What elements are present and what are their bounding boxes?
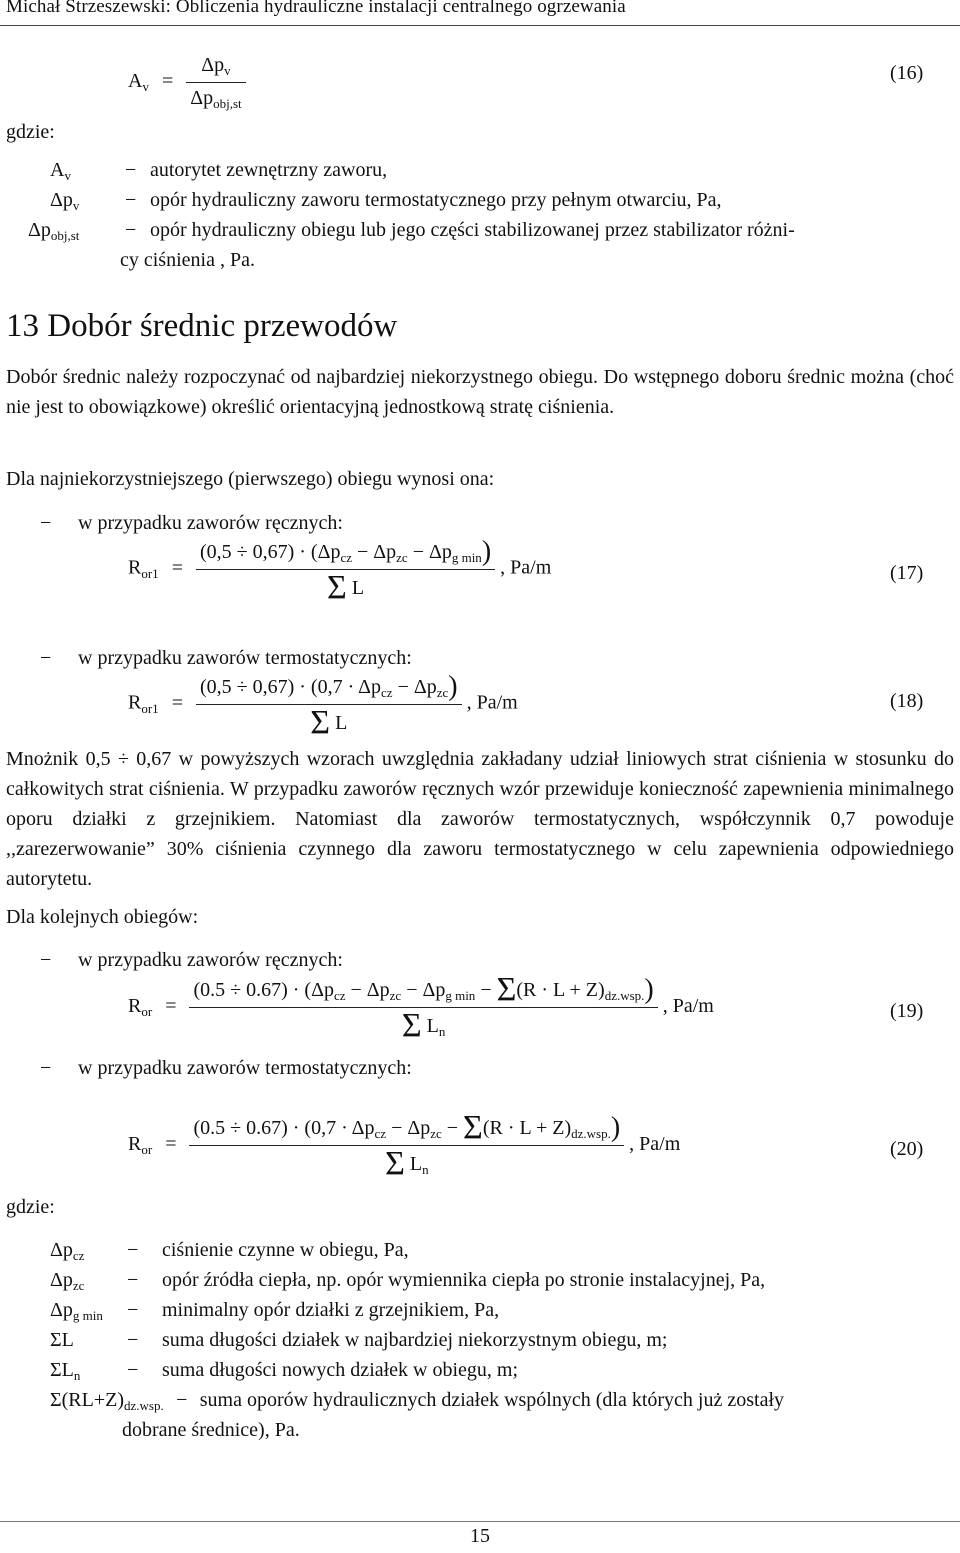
equation-17: $R_{or1}$ = $\frac{(0,5 \div 0,67) \cdot (\Delta p_{cz} - \Delta p_{zc} - \Delta p_{g min})}{\text{Σ L}}$ , Pa/m: [128, 536, 552, 606]
definition-continuation: cy ciśnienia , Pa.: [120, 249, 255, 271]
definition-item: $A_v$ − autorytet zewnętrzny zaworu,: [50, 159, 388, 183]
equation-20: $R_{or}$ = $\frac{(0.5 \div 0.67) \cdot (0,7 \cdot \Delta p_{cz} - \Delta p_{zc} - \Sigma(R \cdot L + Z)_{dz.wsp.})}{\Sigma L_n}$ , Pa/m: [128, 1109, 681, 1182]
page-number: 15: [470, 1525, 490, 1547]
gdzie-label-1: gdzie:: [6, 121, 55, 143]
definition-item: $\Delta p_{cz}$ − ciśnienie czynne w obiegu, Pa,: [50, 1239, 409, 1263]
running-header: Michał Strzeszewski: Obliczenia hydrauliczne instalacji centralnego ogrzewania: [6, 0, 626, 17]
eq19-fraction: $\frac{(0.5 \div 0.67) \cdot (\Delta p_{cz} - \Delta p_{zc} - \Delta p_{g min} - \Sigma(R \cdot L + Z)_{dz.wsp.})}{\Sigma L_n}$: [189, 972, 657, 1043]
definition-item: ΣL − suma długości działek w najbardziej niekorzystnym obiegu, m;: [50, 1329, 668, 1351]
definition-item: $\Delta p_{obj,st}$ − opór hydrauliczny obiegu lub jego części stabilizowanej przez stabilizator różni-: [28, 219, 795, 243]
footer-rule: [0, 1521, 960, 1522]
definition-list-1: [28, 155, 950, 275]
bullet-manual-valves-1: − w przypadku zaworów ręcznych:: [40, 512, 343, 534]
header-rule: [0, 25, 960, 26]
paragraph-next-circuits: Dla kolejnych obiegów:: [6, 906, 199, 928]
eq16-lhs-sub: v: [142, 79, 149, 95]
definition-continuation: dobrane średnice), Pa.: [122, 1419, 300, 1441]
bullet-manual-valves-2: − w przypadku zaworów ręcznych:: [40, 949, 343, 971]
bullet-thermostatic-valves-1: − w przypadku zaworów termostatycznych:: [40, 647, 412, 669]
eq17-fraction: $\frac{(0,5 \div 0,67) \cdot (\Delta p_{cz} - \Delta p_{zc} - \Delta p_{g min})}{\text{Σ L}}$: [196, 535, 495, 603]
definition-item: $\Delta p_v$ − opór hydrauliczny zaworu termostatycznego przy pełnym otwarciu, Pa,: [50, 189, 722, 213]
eq19-number: (19): [890, 1000, 924, 1022]
eq20-number: (20): [890, 1138, 924, 1160]
eq20-fraction: $\frac{(0.5 \div 0.67) \cdot (0,7 \cdot \Delta p_{cz} - \Delta p_{zc} - \Sigma(R \cdot L + Z)_{dz.wsp.})}{\Sigma L_n}$: [189, 1110, 624, 1181]
definition-item: $\Sigma(RL+Z)_{dz.wsp.}$ − suma oporów hydraulicznych działek wspólnych (dla których już zostały: [50, 1389, 785, 1413]
eq16-lhs: A: [128, 70, 143, 93]
section-title: 13 Dobór średnic przewodów: [6, 308, 398, 344]
eq18-number: (18): [890, 690, 924, 712]
eq18-fraction: $\frac{(0,5 \div 0,67) \cdot (0,7 \cdot \Delta p_{cz} - \Delta p_{zc})}{\text{Σ L}}$: [196, 670, 462, 738]
definition-item: $\Delta p_{zc}$ − opór źródła ciepła, np. opór wymiennika ciepła po stronie instalacyjnej, Pa,: [50, 1269, 766, 1293]
definition-list-2: [50, 1235, 955, 1445]
equation-16: $A_v$ = $\frac{\Delta p_v}{\Delta p_{obj,st}}$: [128, 50, 246, 115]
eq16-fraction: $\frac{\Delta p_v}{\Delta p_{obj,st}}$: [186, 50, 245, 115]
equation-18: $R_{or1}$ = $\frac{(0,5 \div 0,67) \cdot (0,7 \cdot \Delta p_{cz} - \Delta p_{zc})}{\text{Σ L}}$ , Pa/m: [128, 671, 518, 741]
equation-19: $R_{or}$ = $\frac{(0.5 \div 0.67) \cdot (\Delta p_{cz} - \Delta p_{zc} - \Delta p_{g min} - \Sigma(R \cdot L + Z)_{dz.wsp.})}{\Sigma L_n}$ , Pa/m: [128, 971, 714, 1044]
gdzie-label-2: gdzie:: [6, 1196, 55, 1218]
paragraph-first-circuit: Dla najniekorzystniejszego (pierwszego) obiegu wynosi ona:: [6, 468, 495, 490]
definition-item: $\Sigma L_n$ − suma długości nowych działek w obiegu, m;: [50, 1359, 519, 1383]
bullet-thermostatic-valves-2: − w przypadku zaworów termostatycznych:: [40, 1057, 412, 1079]
eq17-number: (17): [890, 562, 924, 584]
eq16-number: (16): [890, 62, 924, 84]
paragraph-intro: Dobór średnic należy rozpoczynać od najbardziej niekorzystnego obiegu. Do wstępnego doboru średnic można (choć nie jest to obowiązkowe) określić orientacyjną jednostkową stratę ciśnienia.: [6, 366, 954, 418]
definition-item: $\Delta p_{g min}$ − minimalny opór działki z grzejnikiem, Pa,: [50, 1299, 500, 1323]
paragraph-multiplier: Mnożnik 0,5 ÷ 0,67 w powyższych wzorach uwzględnia zakładany udział liniowych strat ciśnienia w stosunku do całkowitych strat ciśnienia. W przypadku zaworów ręcznych wzór przewiduje konieczność zapewnienia minimalnego oporu działki z grzejnikiem. Natomiast dla zaworów termostatycznych, współczynnik 0,7 powoduje ,,zarezerwowanie” 30% ciśnienia czynnego dla zaworu termostatycznego w celu zapewnienia odpowiedniego autorytetu.: [6, 748, 954, 890]
